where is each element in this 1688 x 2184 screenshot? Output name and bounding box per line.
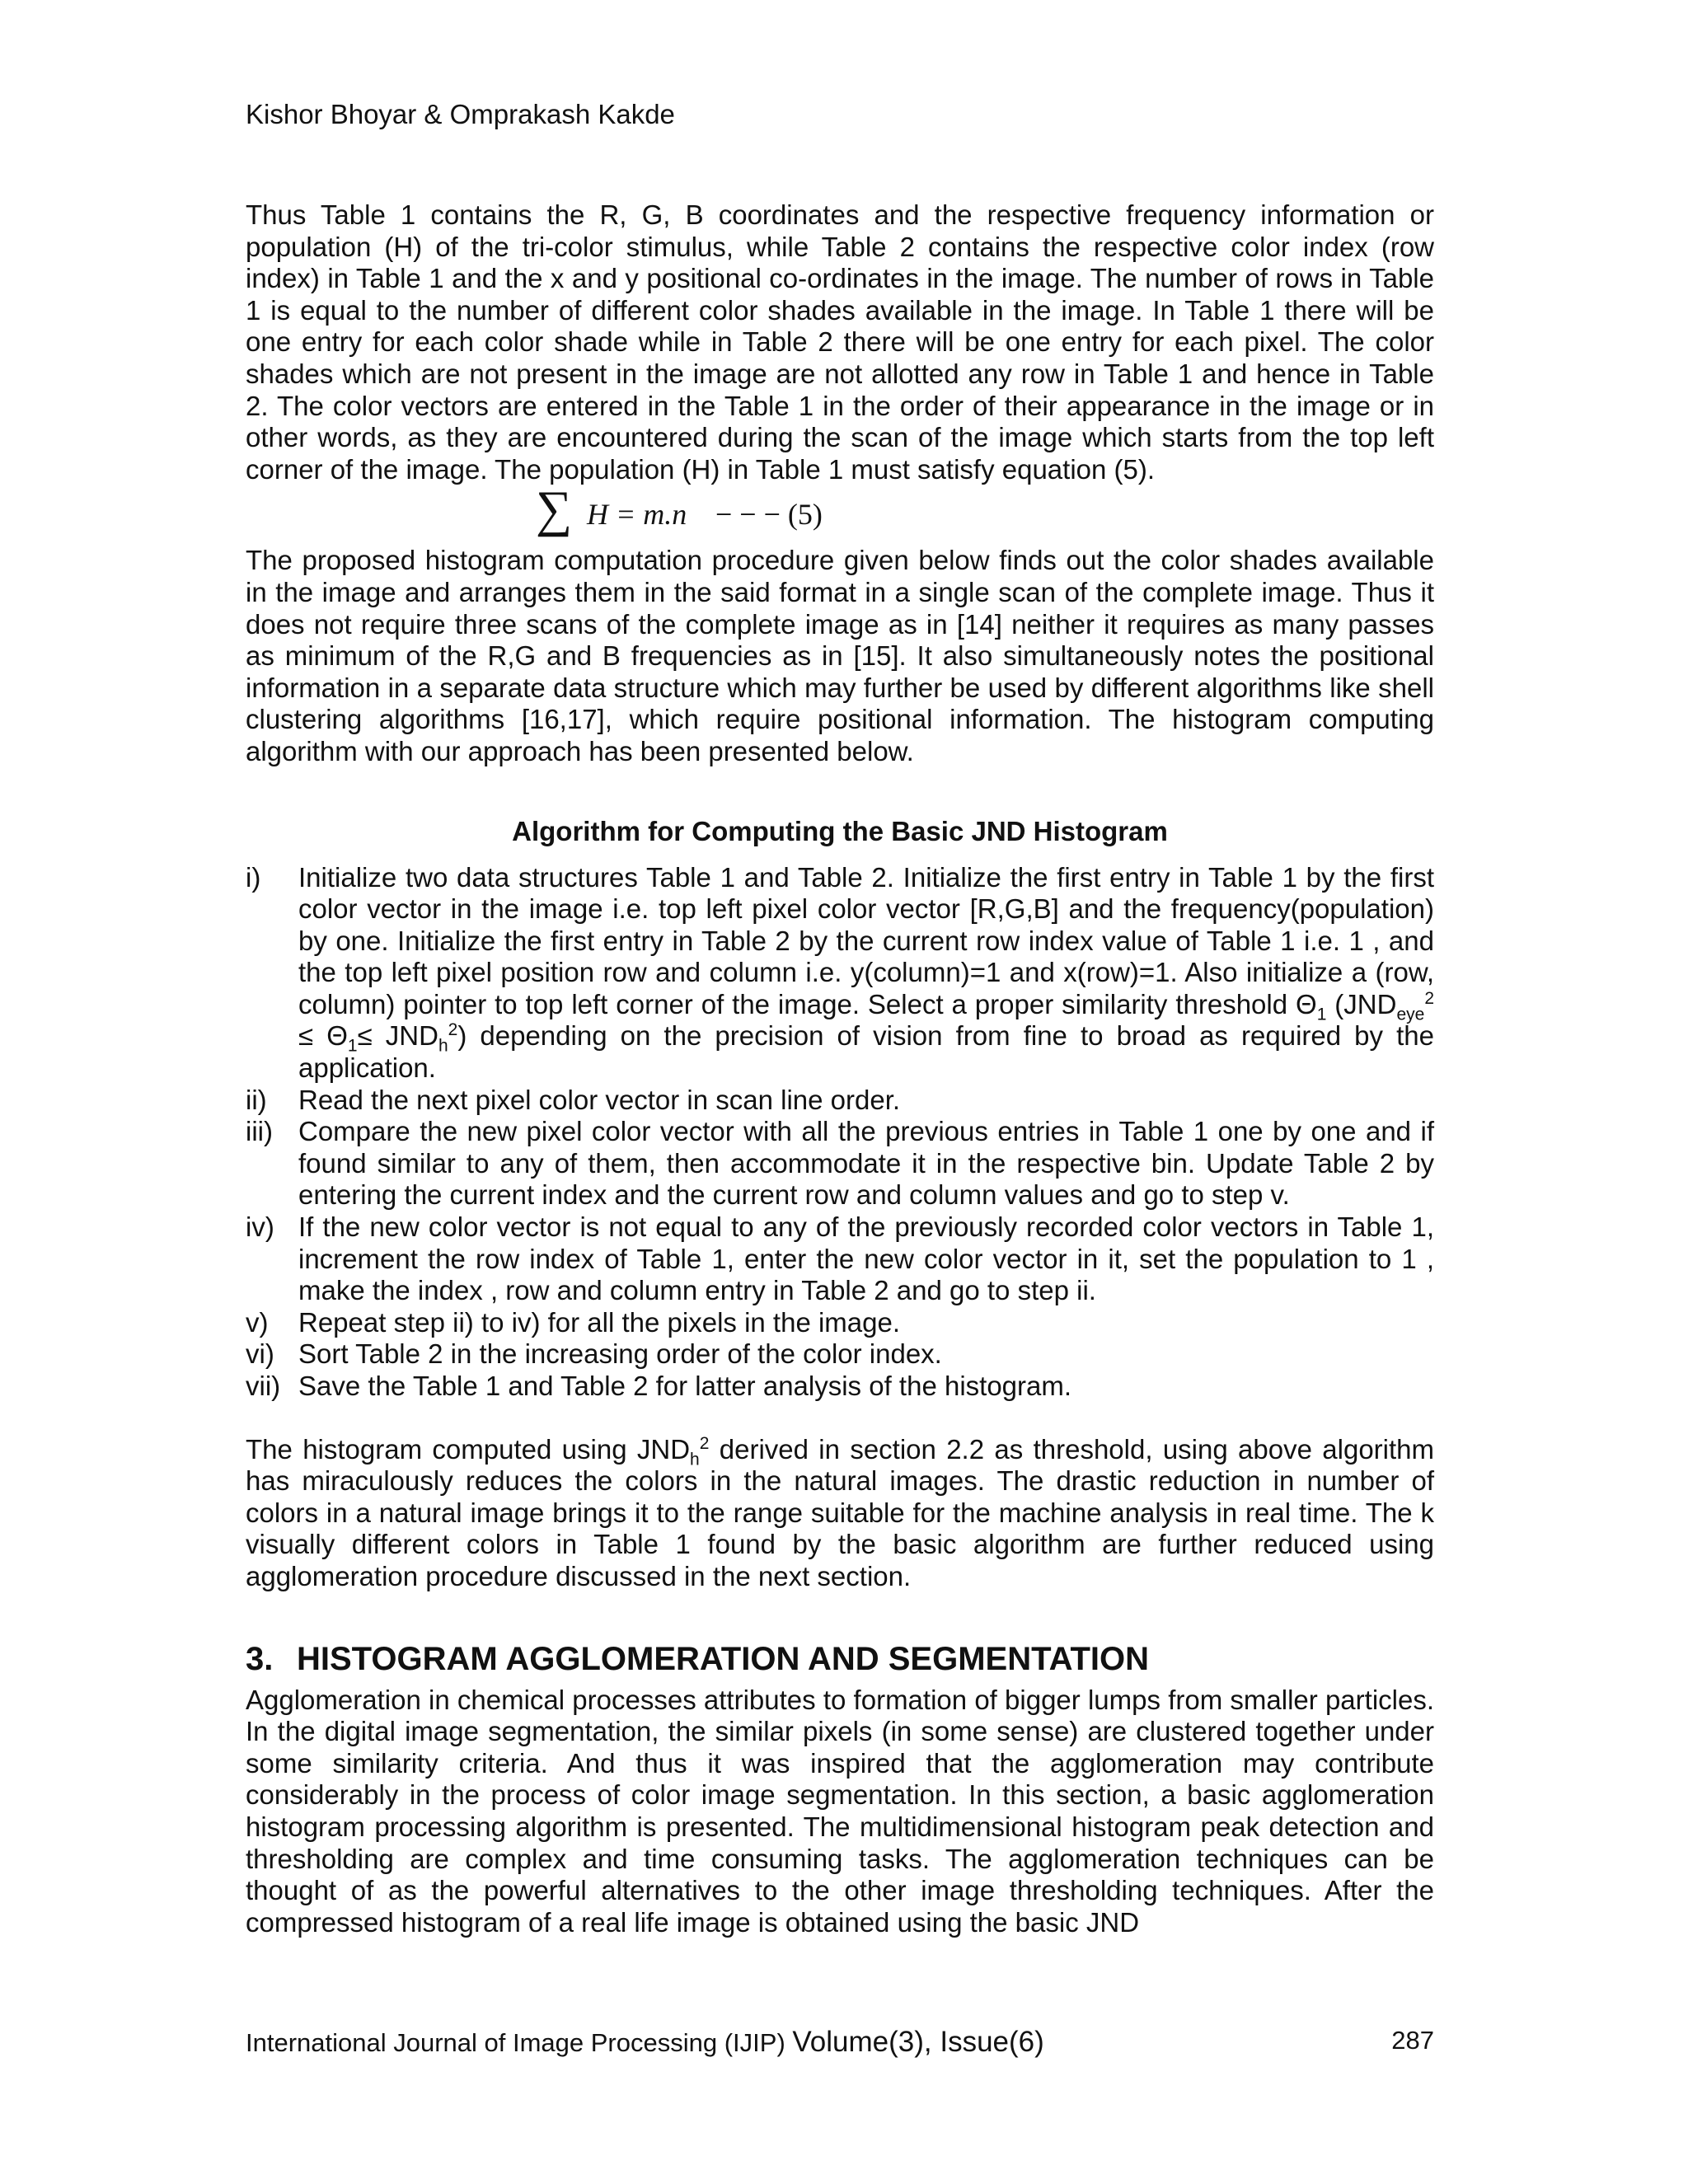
journal-citation: International Journal of Image Processing (IJIP) Volume(3), Issue(6) <box>246 2026 1044 2058</box>
step-text: Initialize two data structures Table 1 and Table 2. Initialize the first entry in Table 1 by the first color vector in the image i.e. top left pixel color vector [R,G,B] and the frequency(population) by one. Initialize the first entry in Table 2 by the current row index value of Table 1 i.e. 1 , and the top left pixel position row and column i.e. y(column)=1 and x(row)=1. Also initialize a (row, column) pointer to top left corner of the image. Select a proper similarity threshold $\Theta_1$ $(JND_{eye}^2 \le \Theta_1\le JND_h^2)$ depending on the precision of vision from fine to broad as required by the application. <box>298 861 1435 1084</box>
step-text: Compare the new pixel color vector with all the previous entries in Table 1 one by one and if found similar to any of them, then accommodate it in the respective bin. Update Table 2 by entering the current index and the current row and column values and go to step v. <box>298 1116 1434 1211</box>
equation-lhs: H = m.n <box>587 498 687 532</box>
step-number: ii) <box>246 1084 267 1115</box>
algorithm-step <box>246 1212 1434 1307</box>
algorithm-step <box>246 1085 1434 1117</box>
step-number: vi) <box>246 1338 274 1370</box>
running-header: Kishor Bhoyar & Omprakash Kakde <box>246 99 675 129</box>
step-text: Save the Table 1 and Table 2 for latter analysis of the histogram. <box>298 1371 1072 1401</box>
algorithm-step <box>246 1116 1434 1212</box>
section-title: HISTOGRAM AGGLOMERATION AND SEGMENTATION <box>297 1640 1150 1677</box>
step-number: iii) <box>246 1116 273 1147</box>
step-number: iv) <box>246 1212 274 1243</box>
equation-5 <box>246 481 1434 545</box>
step-text: If the new color vector is not equal to any of the previously recorded color vectors in Table 1, increment the row index of Table 1, enter the new color vector in it, set the population to 1 , make the index , row and column entry in Table 2 and go to step ii. <box>298 1212 1434 1306</box>
paragraph-histogram-procedure: The proposed histogram computation procedure given below finds out the color shades available in the image and arranges them in the said format in a single scan of the complete image. Thus it does not require three scans of the complete image as in [14] neither it requires as many passes as minimum of the R,G and B frequencies as in [15]. It also simultaneously notes the positional information in a separate data structure which may further be used by different algorithms like shell clustering algorithms [16,17], which require positional information. The histogram computing algorithm with our approach has been presented below. <box>246 545 1434 766</box>
step-number: i) <box>246 861 261 893</box>
algorithm-step <box>246 1371 1434 1403</box>
step-number: v) <box>246 1306 269 1338</box>
algorithm-step <box>246 862 1434 1085</box>
paragraph-agglomeration: Agglomeration in chemical processes attributes to formation of bigger lumps from smaller particles. In the digital image segmentation, the similar pixels (in some sense) are clustered together under some similarity criteria. And thus it was inspired that the agglomeration may contribute considerably in the process of color image segmentation. In this section, a basic agglomeration histogram processing algorithm is presented. The multidimensional histogram peak detection and thresholding are complex and time consuming tasks. The agglomeration techniques can be thought of as the powerful alternatives to the other image thresholding techniques. After the compressed histogram of a real life image is obtained using the basic JND <box>246 1684 1434 1938</box>
step-text: Sort Table 2 in the increasing order of the color index. <box>298 1338 942 1370</box>
page-number: 287 <box>1391 2026 1434 2055</box>
section-number: 3. <box>246 1640 274 1677</box>
section-heading <box>246 1641 1434 1678</box>
algorithm-title: Algorithm for Computing the Basic JND Histogram <box>512 815 1168 846</box>
step-text: Repeat step ii) to iv) for all the pixels in the image. <box>298 1306 901 1338</box>
step-number: vii) <box>246 1371 281 1401</box>
paragraph-histogram-result: The histogram computed using $JND_h^2$ derived in section 2.2 as threshold, using above algorithm has miraculously reduces the colors in the natural images. The drastic reduction in number of colors in a natural image brings it to the range suitable for the machine analysis in real time. The k visually different colors in Table 1 found by the basic algorithm are further reduced using agglomeration procedure discussed in the next section. <box>246 1433 1435 1591</box>
algorithm-step <box>246 1338 1434 1371</box>
algorithm-steps <box>246 862 1434 1403</box>
page-content <box>246 199 1434 1938</box>
equation-number: − − − (5) <box>715 498 823 532</box>
algorithm-step <box>246 1307 1434 1339</box>
step-text: Read the next pixel color vector in scan line order. <box>298 1084 901 1115</box>
paragraph-tables: Thus Table 1 contains the R, G, B coordinates and the respective frequency information or population (H) of the tri-color stimulus, while Table 2 contains the respective color index (row index) in Table 1 and the x and y positional co-ordinates in the image. The number of rows in Table 1 is equal to the number of different color shades available in the image. In Table 1 there will be one entry for each color shade while in Table 2 there will be one entry for each pixel. The color shades which are not present in the image are not allotted any row in Table 1 and hence in Table 2. The color vectors are entered in the Table 1 in the order of their appearance in the image or in other words, as they are encountered during the scan of the image which starts from the top left corner of the image. The population (H) in Table 1 must satisfy equation (5). <box>246 199 1434 485</box>
summation-symbol: ∑ <box>536 481 573 538</box>
